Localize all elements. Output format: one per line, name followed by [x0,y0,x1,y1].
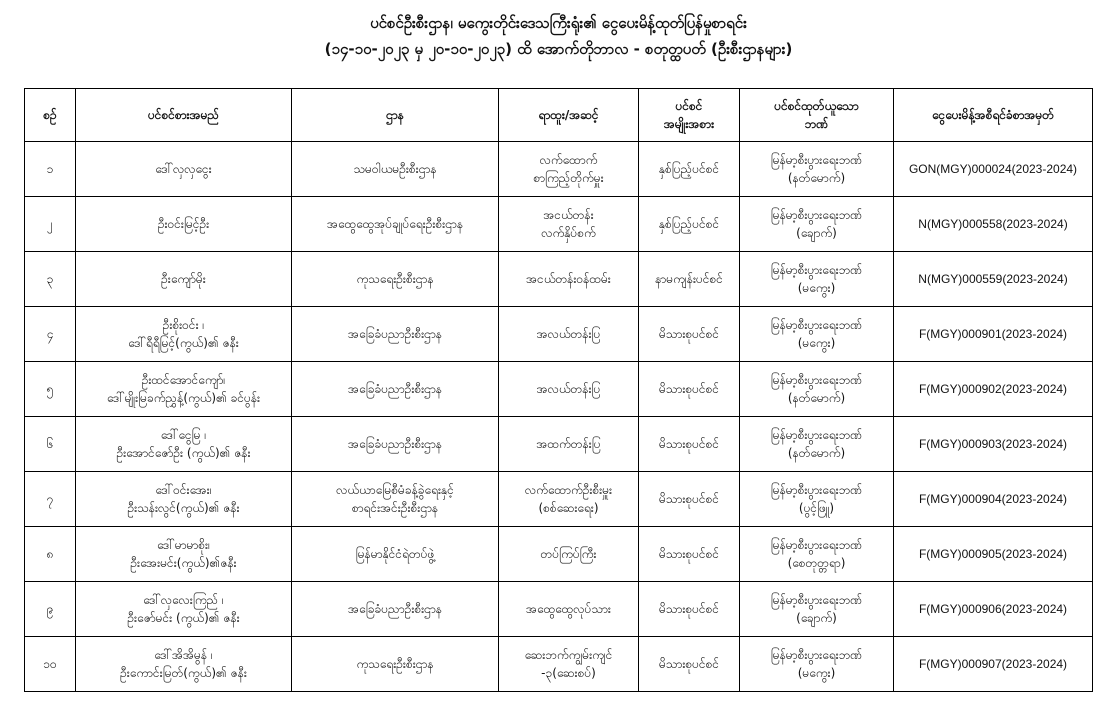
cell-ref [894,417,1093,472]
cell-name-line2: ဦးကောင်းမြတ်(ကွယ်)၏ ဇနီး [120,666,247,680]
cell-name-line2: ဦးအောင်ဇော်ဦး (ကွယ်)၏ ဇနီး [116,446,251,460]
cell-department-line1: အခြေခံပညာဦးစီးဌာန [348,602,442,616]
cell-pension-type [639,637,740,692]
header-ref: ငွေပေးမိန့်အစီရင်ခံစာအမှတ် [894,89,1093,142]
header-rank: ရာထူး/အဆင့် [499,89,639,142]
cell-name-line2: ဒေါ်မျိုးမြခက်ညွှန့်(ကွယ်)၏ ခင်ပွန်း [106,391,261,405]
cell-pension-type-line1: မိသားစုပင်စင် [658,602,720,616]
cell-name-line1: ဦးစိုးဝင်း ၊ [162,318,205,332]
pension-table [24,88,1093,692]
table-header-row [25,89,1093,142]
cell-name [76,362,292,417]
cell-bank-line2: (မကွေး) [797,281,836,295]
table-row [25,472,1093,527]
cell-department [292,142,499,197]
cell-ref [894,197,1093,252]
cell-name-line1: ဒေါ်အိအိမွန် ၊ [154,648,213,662]
cell-rank-line1: အထက်တန်းပြ [536,437,601,451]
header-pension-type-line2: အမျိုးအစား [663,117,715,131]
cell-name-line1: ဒေါ်လှလေးကြည် ၊ [143,593,224,607]
cell-ref-line1: N(MGY)000558(2023-2024) [918,217,1068,231]
cell-bank-line1: မြန်မာ့စီးပွားရေးဘဏ် [770,153,863,167]
cell-pension-type [639,527,740,582]
cell-name-line1: ဦးထင်အောင်ကျော်၊ [141,373,226,387]
cell-department [292,197,499,252]
cell-ref [894,362,1093,417]
cell-name-line1: ဦးဝင်းမြင့်ဦး [157,217,210,231]
table-row [25,527,1093,582]
cell-name-line2: ဒေါ်ရီရီမြင့်(ကွယ်)၏ ဇနီး [128,336,239,350]
cell-rank-line1: အထွေထွေလုပ်သား [526,602,611,616]
cell-department-line1: သမဝါယမဦးစီးဌာန [353,162,437,176]
cell-department-line1: အခြေခံပညာဦးစီးဌာန [348,382,442,396]
page-subtitle: (၁၄-၁၀-၂၀၂၃ မှ ၂၀-၁၀-၂၀၂၃) ထိ အောက်တိုဘာလ - စတုတ္ထပတ် (ဦးစီးဌာနများ) [324,40,793,58]
cell-ref-line1: F(MGY)000902(2023-2024) [918,382,1068,396]
cell-rank [499,252,639,307]
cell-bank [740,252,894,307]
cell-no-line1: ၇ [46,492,54,506]
cell-pension-type [639,307,740,362]
cell-ref [894,527,1093,582]
cell-name-line1: ဒေါ်ဝင်းအေး၊ [155,483,212,497]
cell-bank-line1: မြန်မာ့စီးပွားရေးဘဏ် [770,483,863,497]
cell-pension-type-line1: မိသားစုပင်စင် [658,547,720,561]
cell-pension-type-line1: နာမကျန်းပင်စင် [655,272,723,286]
cell-pension-type [639,362,740,417]
cell-no-line1: ၅ [46,382,54,396]
cell-no-line1: ၆ [46,437,54,451]
cell-name [76,527,292,582]
cell-bank [740,307,894,362]
header-bank-line1: ပင်စင်ထုတ်ယူသော [774,99,859,113]
cell-name [76,197,292,252]
cell-ref-line1: F(MGY)000907(2023-2024) [918,657,1068,671]
cell-no [25,252,76,307]
cell-name-line1: ဒေါ်ငွေမြ ၊ [160,428,207,442]
cell-department [292,637,499,692]
cell-bank-line2: (နတ်မောက်) [787,391,846,405]
cell-rank-line1: လက်ထောက် [539,153,598,167]
cell-ref [894,142,1093,197]
cell-bank-line2: (မကွေး) [797,666,836,680]
cell-bank [740,142,894,197]
cell-ref [894,637,1093,692]
cell-bank-line2: (ချောက်) [796,611,837,625]
cell-department [292,362,499,417]
cell-no [25,637,76,692]
cell-rank-line1: ဆေးဘက်ကျွမ်းကျင် [524,648,613,662]
cell-rank-line2: လက်နှိပ်စက် [541,226,596,240]
cell-pension-type-line1: မိသားစုပင်စင် [658,437,720,451]
cell-rank [499,637,639,692]
cell-ref-line1: F(MGY)000903(2023-2024) [918,437,1068,451]
cell-ref-line1: F(MGY)000905(2023-2024) [918,547,1068,561]
table-row [25,307,1093,362]
page-title: ပင်စင်ဦးစီးဌာန၊ မကွေးတိုင်းဒေသကြီးရုံး၏ ငွေပေးမိန့်ထုတ်ပြန်မှုစာရင်း [370,14,747,32]
header-department: ဌာန [292,89,499,142]
cell-name [76,637,292,692]
cell-bank-line2: (နတ်မောက်) [787,171,846,185]
cell-department-line1: ကုသရေးဦးစီးဌာန [356,657,434,671]
cell-ref [894,252,1093,307]
cell-department-line1: ကုသရေးဦးစီးဌာန [356,272,434,286]
cell-rank [499,582,639,637]
cell-no [25,197,76,252]
cell-ref-line1: F(MGY)000906(2023-2024) [918,602,1068,616]
cell-name [76,472,292,527]
cell-rank [499,417,639,472]
cell-no [25,417,76,472]
cell-department-line1: အထွေထွေအုပ်ချုပ်ရေးဦးစီးဌာန [326,217,464,231]
table-row [25,197,1093,252]
cell-no-line1: ၈ [46,547,54,561]
cell-bank-line1: မြန်မာ့စီးပွားရေးဘဏ် [770,373,863,387]
cell-bank-line1: မြန်မာ့စီးပွားရေးဘဏ် [770,648,863,662]
cell-department-line1: မြန်မာနိုင်ငံရဲတပ်ဖွဲ့ [355,547,435,561]
cell-bank-line2: (နတ်မောက်) [787,446,846,460]
cell-name-line2: ဦးဇော်မင်း (ကွယ်)၏ ဇနီး [127,611,240,625]
cell-no-line1: ၉ [46,602,54,616]
cell-rank-line1: အလယ်တန်းပြ [536,327,601,341]
cell-no [25,582,76,637]
cell-department-line1: အခြေခံပညာဦးစီးဌာန [348,437,442,451]
cell-department [292,252,499,307]
cell-ref [894,582,1093,637]
cell-pension-type-line1: မိသားစုပင်စင် [658,382,720,396]
cell-rank-line2: -၃(ဆေးစပ်) [541,666,596,680]
cell-pension-type [639,417,740,472]
cell-bank-line1: မြန်မာ့စီးပွားရေးဘဏ် [770,538,863,552]
header-pension-type-line1: ပင်စင် [675,99,703,113]
cell-no [25,527,76,582]
cell-bank [740,527,894,582]
table-row [25,142,1093,197]
header-bank-line2: ဘဏ် [804,117,829,131]
cell-rank-line1: အငယ်တန်းဝန်ထမ်း [526,272,611,286]
cell-bank-line1: မြန်မာ့စီးပွားရေးဘဏ် [770,428,863,442]
cell-bank-line2: (မကွေး) [797,336,836,350]
cell-ref [894,307,1093,362]
cell-department [292,472,499,527]
cell-rank [499,142,639,197]
cell-bank-line1: မြန်မာ့စီးပွားရေးဘဏ် [770,593,863,607]
cell-name-line2: ဦးအေးမင်း(ကွယ်)၏ဇနီး [130,556,237,570]
cell-no-line1: ၂ [47,217,53,231]
cell-ref-line1: F(MGY)000904(2023-2024) [918,492,1068,506]
cell-name [76,252,292,307]
table-row [25,362,1093,417]
cell-bank [740,197,894,252]
cell-bank-line1: မြန်မာ့စီးပွားရေးဘဏ် [770,318,863,332]
cell-ref-line1: F(MGY)000901(2023-2024) [918,327,1068,341]
cell-rank [499,472,639,527]
header-no: စဉ် [25,89,76,142]
cell-bank [740,417,894,472]
cell-no [25,142,76,197]
cell-pension-type-line1: မိသားစုပင်စင် [658,657,720,671]
cell-rank-line2: စာကြည့်တိုက်မှူး [533,171,604,185]
cell-rank-line2: (စစ်ဆေးရေး) [538,501,599,515]
cell-pension-type [639,252,740,307]
cell-name-line1: ဒေါ်မာမာစိုး၊ [157,538,210,552]
header-name: ပင်စင်စားအမည် [76,89,292,142]
cell-pension-type [639,472,740,527]
cell-rank-line1: အလယ်တန်းပြ [536,382,601,396]
cell-bank-line1: မြန်မာ့စီးပွားရေးဘဏ် [770,263,863,277]
header-pension-type [639,89,740,142]
cell-department [292,527,499,582]
cell-no-line1: ၃ [46,272,54,286]
cell-ref-line1: N(MGY)000559(2023-2024) [918,272,1068,286]
cell-bank-line2: (ချောက်) [796,226,837,240]
cell-no [25,472,76,527]
table-row [25,252,1093,307]
cell-department [292,582,499,637]
cell-no [25,362,76,417]
cell-rank [499,307,639,362]
cell-bank-line1: မြန်မာ့စီးပွားရေးဘဏ် [770,208,863,222]
cell-ref [894,472,1093,527]
cell-rank-line1: အငယ်တန်း [543,208,594,222]
cell-department [292,307,499,362]
cell-name-line1: ဦးကျော်မိုး [161,272,206,286]
cell-no-line1: ၁ [46,162,54,176]
header-bank [740,89,894,142]
cell-rank [499,362,639,417]
cell-bank [740,472,894,527]
cell-bank-line2: (စေတုတ္တရာ) [787,556,846,570]
cell-name [76,142,292,197]
cell-rank-line1: လက်ထောက်ဦးစီးမှူး [524,483,613,497]
page-header [0,0,1117,62]
cell-name-line1: ဒေါ်လှလှငွေး [155,162,212,176]
cell-pension-type-line1: မိသားစုပင်စင် [658,327,720,341]
cell-rank [499,197,639,252]
table-row [25,417,1093,472]
cell-name [76,417,292,472]
cell-name-line2: ဦးသန်းလွင်(ကွယ်)၏ ဇနီး [127,501,240,515]
table-row [25,637,1093,692]
cell-bank-line2: (ပွင့်ဖြူ) [798,501,835,515]
cell-pension-type-line1: နှစ်ပြည့်ပင်စင် [658,217,720,231]
cell-pension-type [639,197,740,252]
cell-name [76,307,292,362]
cell-no-line1: ၄ [46,327,54,341]
cell-rank [499,527,639,582]
cell-pension-type-line1: မိသားစုပင်စင် [658,492,720,506]
cell-department-line2: စာရင်းအင်းဦးစီးဌာန [351,501,439,515]
cell-pension-type-line1: နှစ်ပြည့်ပင်စင် [658,162,720,176]
cell-department-line1: အခြေခံပညာဦးစီးဌာန [348,327,442,341]
cell-name [76,582,292,637]
cell-department-line1: လယ်ယာမြေစီမံခန့်ခွဲရေးနှင့် [336,483,454,497]
cell-bank [740,362,894,417]
cell-department [292,417,499,472]
cell-no [25,307,76,362]
cell-pension-type [639,582,740,637]
cell-ref-line1: GON(MGY)000024(2023-2024) [908,162,1078,176]
cell-bank [740,637,894,692]
cell-bank [740,582,894,637]
cell-pension-type [639,142,740,197]
table-row [25,582,1093,637]
cell-rank-line1: တပ်ကြပ်ကြီး [540,547,597,561]
cell-no-line1: ၁၀ [43,657,57,671]
